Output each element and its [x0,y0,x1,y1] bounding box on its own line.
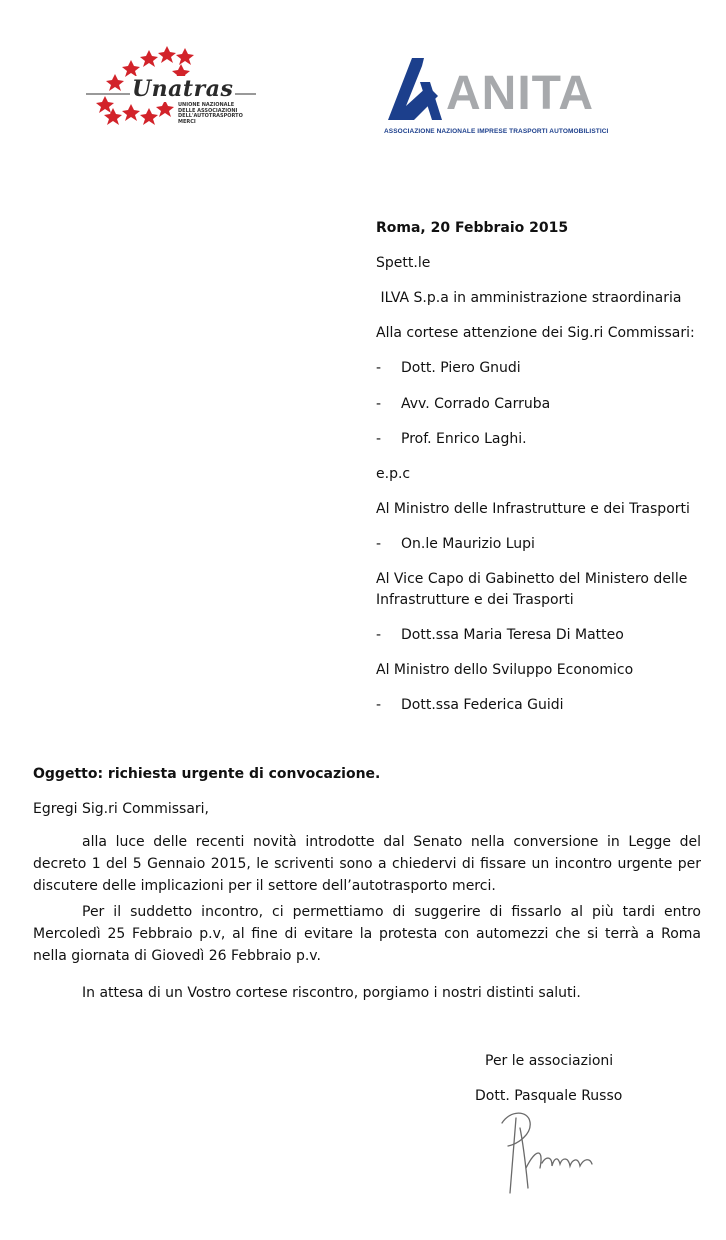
unatras-logo [86,46,261,136]
ministry-development: Al Ministro dello Sviluppo Economico [376,662,634,678]
recipient-item [376,696,564,714]
commissioner-name: Dott. Piero Gnudi [401,360,521,376]
commissioner-name: Avv. Corrado Carruba [401,396,551,412]
anita-subtitle: ASSOCIAZIONE NAZIONALE IMPRESE TRASPORTI AUTOMOBILISTICI [384,128,609,135]
company-name: ILVA S.p.a in amministrazione straordinaria [376,290,682,306]
vice-capo-name: Dott.ssa Maria Teresa Di Matteo [401,627,624,643]
commissioner-item [376,359,521,377]
unatras-sub-line: DELL'AUTOTRASPORTO [178,113,243,119]
minister-transport-name: On.le Maurizio Lupi [401,536,535,552]
list-dash: - [376,536,382,552]
list-dash: - [376,697,382,713]
unatras-sub-line: UNIONE NAZIONALE [178,102,235,108]
ministry-transport: Al Ministro delle Infrastrutture e dei Trasporti [376,501,690,517]
recipient-item [376,535,535,553]
list-dash: - [376,431,382,447]
body-paragraph: Per il suddetto incontro, ci permettiamo di suggerire di fissarlo al più tardi entro Mercoledì 25 Febbraio p.v, al fine di evitare la protesta con automezzi che si terrà a Roma nella giornata di Giovedì 26 Febbraio p.v. [33,904,701,964]
list-dash: - [376,360,382,376]
unatras-subtitle [178,103,243,125]
salutation-to: Spett.le [376,255,431,271]
list-dash: - [376,396,382,412]
attention-line: Alla cortese attenzione dei Sig.ri Commissari: [376,325,695,341]
commissioner-name: Prof. Enrico Laghi. [401,431,527,447]
unatras-sub-line: DELLE ASSOCIAZIONI [178,107,238,114]
subject-line: Oggetto: richiesta urgente di convocazione. [33,766,381,782]
closing-line: Per le associazioni [485,1053,614,1069]
minister-development-name: Dott.ssa Federica Guidi [401,697,564,713]
epc-line: e.p.c [376,466,411,482]
greeting: Egregi Sig.ri Commissari, [33,801,209,817]
recipient-item [376,626,624,644]
signatory-name: Dott. Pasquale Russo [475,1088,623,1104]
unatras-wordmark: Unatras [132,76,234,102]
body-paragraph: In attesa di un Vostro cortese riscontro, porgiamo i nostri distinti saluti. [82,985,581,1001]
vice-capo-line-1: Al Vice Capo di Gabinetto del Ministero delle [376,571,688,587]
body-paragraph: alla luce delle recenti novità introdotte dal Senato nella conversione in Legge del decreto 1 del 5 Gennaio 2015, le scriventi sono a chiedervi di fissare un incontro urgente per discutere delle implicazioni per il settore dell’autotrasporto merci. [33,834,701,894]
list-dash: - [376,627,382,643]
anita-wordmark: ANITA [446,67,595,120]
unatras-sub-line: MERCI [178,118,196,125]
anita-a-mark-icon [384,56,444,122]
commissioner-item [376,395,550,413]
anita-logo [384,56,609,140]
handwritten-signature-icon [480,1108,630,1198]
commissioner-item [376,430,527,448]
letter-date: Roma, 20 Febbraio 2015 [376,220,569,236]
vice-capo-line-2: Infrastrutture e dei Trasporti [376,592,574,608]
